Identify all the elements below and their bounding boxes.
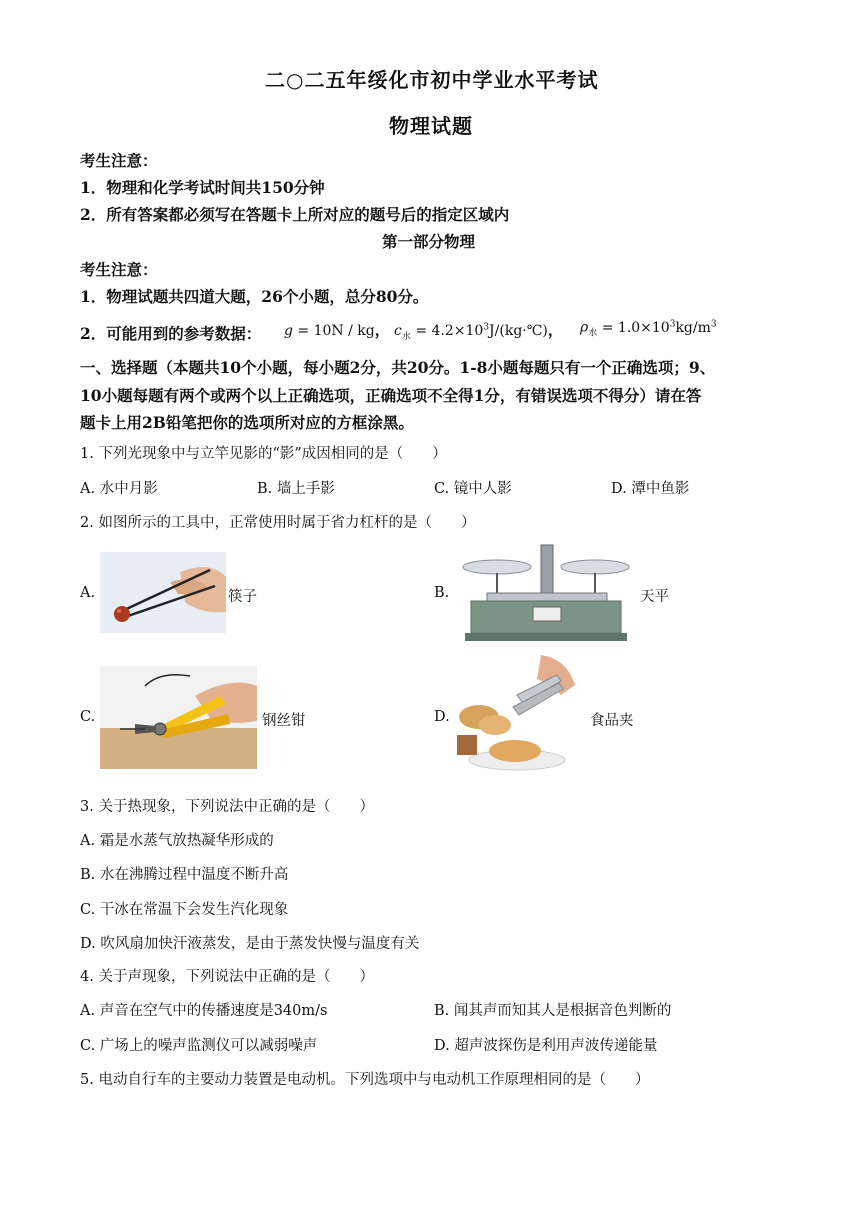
notice-item: 1．物理试题共四道大题，26个小题，总分80分。 — [80, 287, 429, 306]
option-label: 筷子 — [228, 589, 257, 605]
option-letter: B. — [434, 585, 450, 601]
exam-title: 二○二五年绥化市初中学业水平考试 — [265, 68, 599, 92]
option: A. 声音在空气中的传播速度是340m/s — [80, 1003, 328, 1019]
notice-item: 2．所有答案都必须写在答题卡上所对应的题号后的指定区域内 — [80, 205, 510, 224]
part-title: 第一部分物理 — [382, 232, 476, 251]
option-letter: A. — [80, 585, 96, 601]
question-stem: 2. 如图所示的工具中，正常使用时属于省力杠杆的是（ ） — [80, 515, 476, 531]
formula-g: g = 10N / kg， — [284, 321, 390, 339]
option: C. 镜中人影 — [434, 481, 512, 497]
option-letter: C. — [80, 709, 96, 725]
notice-item: 1．物理和化学考试时间共150分钟 — [80, 178, 325, 197]
question-stem: 1. 下列光现象中与立竿见影的“影”成因相同的是（ ） — [80, 446, 447, 462]
chopsticks-image — [100, 552, 226, 633]
option-label: 钢丝钳 — [262, 713, 306, 729]
option: A. 水中月影 — [80, 481, 158, 497]
section-instruction: 一、选择题（本题共10个小题，每小题2分，共20分。1-8小题每题只有一个正确选项；9、 — [80, 358, 716, 377]
formula-rho: $\rho_水 = 1.0\times 10^3kg/m^3$ — [580, 319, 717, 339]
question-stem: 4. 关于声现象，下列说法中正确的是（ ） — [80, 969, 374, 985]
option: D. 吹风扇加快汗液蒸发，是由于蒸发快慢与温度有关 — [80, 936, 420, 952]
option: A. 霜是水蒸气放热凝华形成的 — [80, 833, 274, 849]
option-label: 食品夹 — [590, 713, 634, 729]
option: B. 闻其声而知其人是根据音色判断的 — [434, 1003, 672, 1019]
section-instruction: 10小题每题有两个或两个以上正确选项，正确选项不全得1分，有错误选项不得分）请在答 — [80, 386, 702, 405]
option: D. 潭中鱼影 — [611, 481, 690, 497]
question-stem: 5. 电动自行车的主要动力装置是电动机。下列选项中与电动机工作原理相同的是（ ） — [80, 1072, 650, 1088]
notice-heading: 考生注意： — [80, 260, 158, 279]
section-instruction: 题卡上用2B铅笔把你的选项所对应的方框涂黑。 — [80, 413, 414, 432]
pliers-image — [100, 666, 257, 769]
option-letter: D. — [434, 709, 450, 725]
question-stem: 3. 关于热现象，下列说法中正确的是（ ） — [80, 799, 374, 815]
option: B. 墙上手影 — [257, 481, 335, 497]
option: B. 水在沸腾过程中温度不断升高 — [80, 867, 289, 883]
notice-heading: 考生注意： — [80, 151, 158, 170]
formula-c: $c_水$ = $4.2\times 10^3J/(kg\cdot℃)$， — [394, 321, 563, 342]
option-label: 天平 — [640, 589, 669, 605]
notice-item: 2．可能用到的参考数据： — [80, 324, 262, 343]
exam-subtitle: 物理试题 — [389, 114, 473, 138]
option: D. 超声波探伤是利用声波传递能量 — [434, 1038, 658, 1054]
food-tongs-image — [457, 655, 585, 780]
option: C. 干冰在常温下会发生汽化现象 — [80, 902, 289, 918]
option: C. 广场上的噪声监测仪可以减弱噪声 — [80, 1038, 318, 1054]
balance-image — [457, 543, 633, 643]
